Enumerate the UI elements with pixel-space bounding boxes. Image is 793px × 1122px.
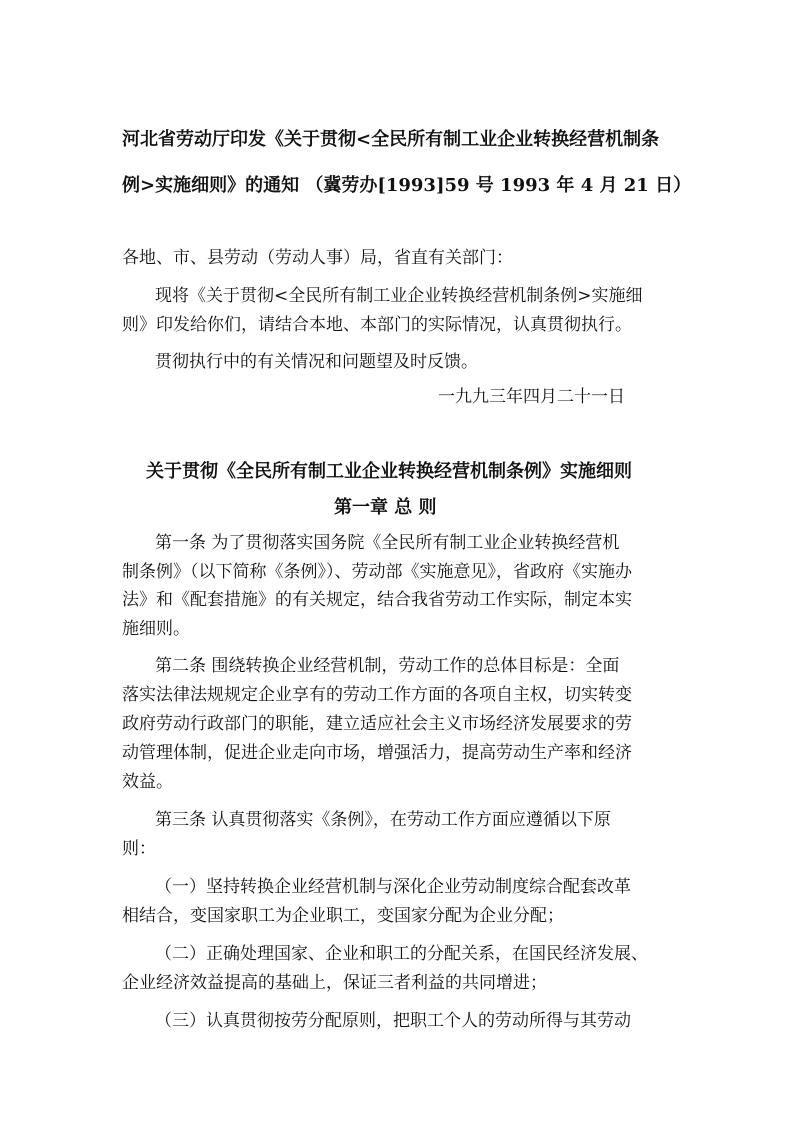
principle-2-line-2: 企业经济效益提高的基础上，保证三者利益的共同增进；: [122, 973, 547, 993]
salutation: 各地、市、县劳动（劳动人事）局，省直有关部门：: [122, 248, 513, 268]
document-title-line-2: 例>实施细则》的通知 （冀劳办[1993]59 号 1993 年 4 月 21 日）: [122, 175, 692, 196]
notice-paragraph-1-line-2: 则》印发给你们，请结合本地、本部门的实际情况，认真贯彻执行。: [122, 315, 632, 335]
article-2-line-5: 效益。: [122, 772, 173, 792]
principle-3-line-1: （三）认真贯彻按劳分配原则，把职工个人的劳动所得与其劳动: [155, 1011, 631, 1031]
article-1-line-2: 制条例》（以下简称《条例》）、劳动部《实施意见》，省政府《实施办: [122, 562, 632, 582]
article-1-line-1: 第一条 为了贯彻落实国务院《全民所有制工业企业转换经营机: [155, 533, 620, 553]
notice-paragraph-2: 贯彻执行中的有关情况和问题望及时反馈。: [155, 352, 478, 372]
chapter-title: 第一章 总 则: [334, 497, 437, 518]
principle-2-line-1: （二）正确处理国家、企业和职工的分配关系，在国民经济发展、: [155, 944, 648, 964]
article-3-line-1: 第三条 认真贯彻落实《条例》，在劳动工作方面应遵循以下原: [155, 810, 611, 830]
article-2-line-3: 政府劳动行政部门的职能，建立适应社会主义市场经济发展要求的劳: [122, 714, 632, 734]
principle-1-line-2: 相结合，变国家职工为企业职工，变国家分配为企业分配；: [122, 906, 564, 926]
article-2-line-4: 动管理体制，促进企业走向市场，增强活力，提高劳动生产率和经济: [122, 743, 632, 763]
principle-1-line-1: （一）坚持转换企业经营机制与深化企业劳动制度综合配套改革: [155, 877, 631, 897]
article-1-line-4: 施细则。: [122, 619, 190, 639]
article-1-line-3: 法》和《配套措施》的有关规定，结合我省劳动工作实际，制定本实: [122, 590, 632, 610]
notice-date: 一九九三年四月二十一日: [438, 387, 625, 407]
article-2-line-1: 第二条 围绕转换企业经营机制，劳动工作的总体目标是：全面: [155, 656, 620, 676]
article-2-line-2: 落实法律法规规定企业享有的劳动工作方面的各项自主权，切实转变: [122, 685, 632, 705]
article-3-line-2: 则：: [122, 839, 156, 859]
notice-paragraph-1-line-1: 现将《关于贯彻<全民所有制工业企业转换经营机制条例>实施细: [155, 286, 643, 306]
document-title-line-1: 河北省劳动厅印发《关于贯彻<全民所有制工业企业转换经营机制条: [122, 129, 660, 150]
rules-title: 关于贯彻《全民所有制工业企业转换经营机制条例》实施细则: [146, 461, 632, 482]
